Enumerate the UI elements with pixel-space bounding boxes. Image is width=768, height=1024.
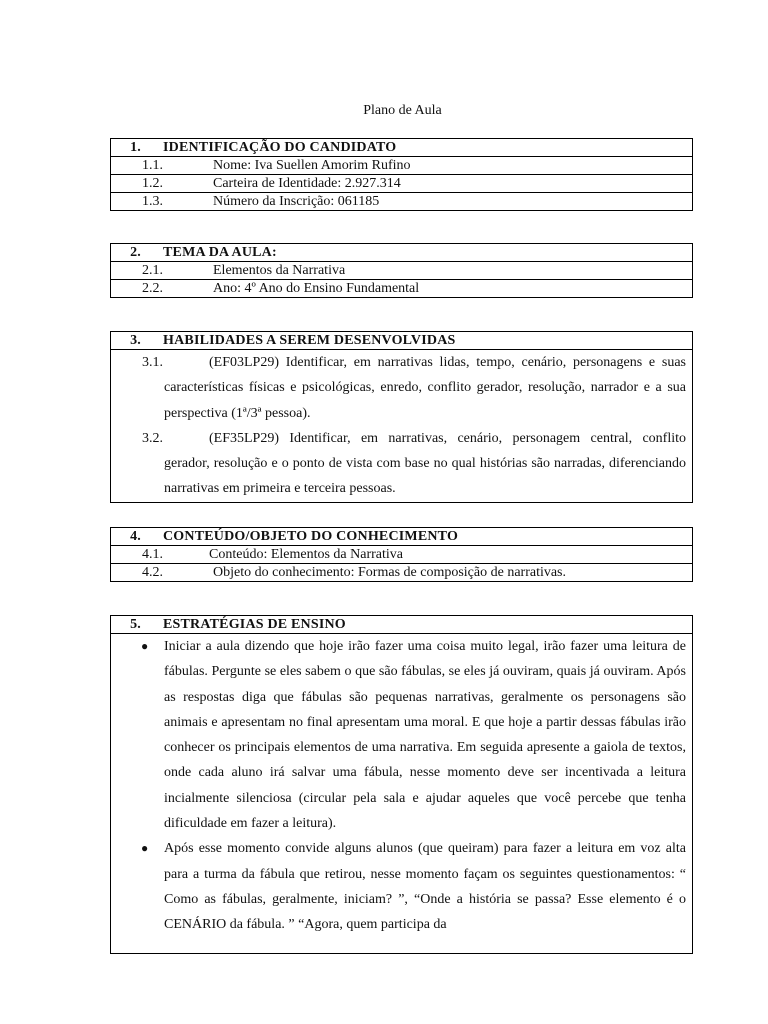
table-row <box>111 157 692 175</box>
list-item <box>111 426 692 502</box>
table-row <box>111 564 692 581</box>
row-number: 1.2. <box>142 176 163 191</box>
row-text: Conteúdo: Elementos da Narrativa <box>209 547 403 562</box>
page-title: Plano de Aula <box>363 103 442 118</box>
row-text: Objeto do conhecimento: Formas de composição de narrativas. <box>213 565 567 580</box>
item-text: Após esse momento convide alguns alunos (que queiram) para fazer a leitura em voz alta para a turma da fábula que retirou, nesse momento façam os seguintes questionamentos: “ Como as fábulas, geralmente, iniciam? ”, “Onde a história se passa? Esse elemento é o CENÁRIO da fábula. ” “Agora, quem participa da <box>164 841 686 933</box>
section-number: 2. <box>130 245 141 260</box>
table-row <box>111 193 692 210</box>
section-number: 3. <box>130 333 141 348</box>
list-item <box>111 836 692 937</box>
section-conteudo <box>110 527 693 582</box>
row-number: 1.3. <box>142 194 163 209</box>
row-number: 2.1. <box>142 263 163 278</box>
section-title: TEMA DA AULA: <box>163 245 277 260</box>
list-item <box>111 634 692 836</box>
bullet-icon: ● <box>141 639 149 653</box>
section-number: 5. <box>130 617 141 632</box>
section-number: 4. <box>130 529 141 544</box>
item-text: (EF35LP29) Identificar, em narrativas, cenário, personagem central, conflito gerador, resolução e o ponto de vista com base no qual histórias são narradas, diferenciando narrativas em primeira e terceira pessoas. <box>164 430 686 497</box>
table-row <box>111 262 692 280</box>
row-text: Carteira de Identidade: 2.927.314 <box>213 176 401 191</box>
table-row <box>111 280 692 297</box>
row-text: Número da Inscrição: 061185 <box>213 194 380 209</box>
row-number: 4.2. <box>142 565 163 580</box>
section-heading <box>111 244 692 262</box>
table-row <box>111 546 692 564</box>
section-heading <box>111 139 692 157</box>
item-number: 3.2. <box>142 430 163 446</box>
list-item <box>111 350 692 426</box>
section-title: IDENTIFICAÇÃO DO CANDIDATO <box>163 140 397 155</box>
section-heading <box>111 332 692 350</box>
row-text: Nome: Iva Suellen Amorim Rufino <box>213 158 411 173</box>
section-habilidades <box>110 331 693 503</box>
section-title: ESTRATÉGIAS DE ENSINO <box>163 617 346 632</box>
section-heading <box>111 616 692 634</box>
bullet-icon: ● <box>141 841 149 856</box>
row-number: 1.1. <box>142 158 163 173</box>
item-text: Iniciar a aula dizendo que hoje irão fazer uma coisa muito legal, irão fazer uma leitura de fábulas. Pergunte se eles sabem o que são fábulas, se eles já ouviram, quais já ouviram. Após as respostas diga que fábulas são pequenas narrativas, geralmente os personagens são animais e apresentam no final apresentam uma moral. E que hoje a partir dessas fábulas irão conhecer os principais elementos de uma narrativa. Em seguida apresente a gaiola de textos, onde cada aluno irá salvar uma fábula, nesse momento deve ser incentivada a leitura incialmente silenciosa (circular pela sala e ajudar aqueles que você percebe que tenha dificuldade em fazer a leitura). <box>164 639 686 832</box>
row-text: Ano: 4º Ano do Ensino Fundamental <box>213 281 420 296</box>
row-number: 4.1. <box>142 547 163 562</box>
item-number: 3.1. <box>142 355 163 370</box>
section-estrategias <box>110 615 693 954</box>
row-text: Elementos da Narrativa <box>213 263 346 278</box>
section-number: 1. <box>130 140 141 155</box>
section-heading <box>111 528 692 546</box>
section-title: HABILIDADES A SEREM DESENVOLVIDAS <box>163 333 456 348</box>
item-text: (EF03LP29) Identificar, em narrativas lidas, tempo, cenário, personagens e suas características físicas e psicológicas, enredo, conflito gerador, resolução, narrador e a sua perspectiva (1ª/3ª pessoa). <box>164 355 686 421</box>
row-number: 2.2. <box>142 281 163 296</box>
section-title: CONTEÚDO/OBJETO DO CONHECIMENTO <box>163 529 459 544</box>
table-row <box>111 175 692 193</box>
section-tema <box>110 243 693 298</box>
section-identificacao <box>110 138 693 211</box>
